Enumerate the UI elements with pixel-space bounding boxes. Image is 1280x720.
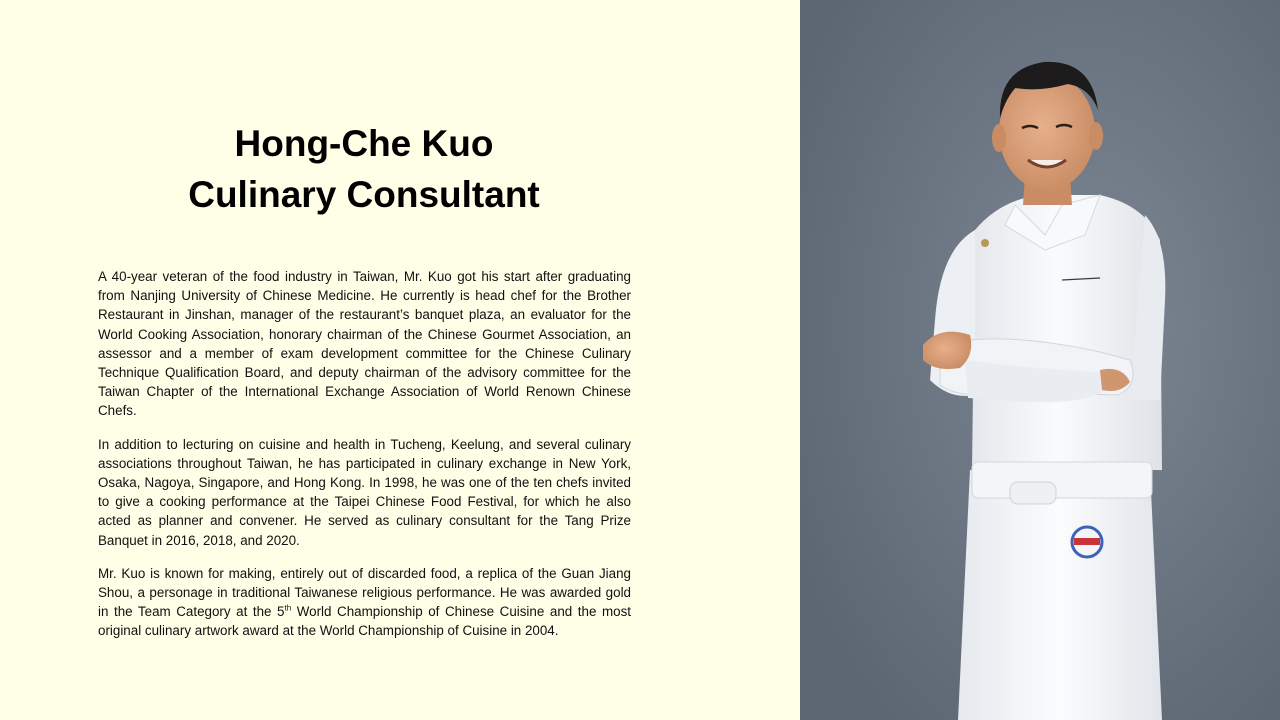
bio-paragraph-3-end: World Championship of Chinese Cuisine and the most original culinary artwork award at the World Championship of Cuisine in 2004. bbox=[98, 604, 631, 639]
title-role: Culinary Consultant bbox=[188, 174, 540, 215]
head bbox=[999, 74, 1095, 190]
title-name: Hong-Che Kuo bbox=[234, 123, 494, 164]
chef-photo bbox=[800, 0, 1280, 720]
biography bbox=[98, 267, 631, 655]
coat-pin-icon bbox=[981, 239, 989, 247]
bio-paragraph-1: A 40-year veteran of the food industry in Taiwan, Mr. Kuo got his start after graduating from Nanjing University of Chinese Medicine. He currently is head chef for the Brother Restaurant in Jinshan, manager of the restaurant’s banquet plaza, an evaluator for the World Cooking Association, honorary chairman of the Chinese Gourmet Association, an assessor and a member of exam development committee for the Chinese Culinary Technique Qualification Board, and deputy chairman of the advisory committee for the Taiwan Chapter of the International Exchange Association of World Renown Chinese Chefs. bbox=[98, 269, 631, 419]
chef-portrait-illustration bbox=[800, 0, 1280, 720]
apron-waistband bbox=[972, 462, 1152, 498]
apron-knot bbox=[1010, 482, 1056, 504]
right-ear bbox=[1089, 122, 1103, 150]
slide-title bbox=[164, 118, 564, 220]
bio-paragraph-3 bbox=[98, 564, 631, 641]
ordinal-superscript: th bbox=[284, 603, 292, 613]
emblem-band bbox=[1074, 538, 1100, 545]
bio-paragraph-3-start: Mr. Kuo is known for making, entirely out of discarded food, a replica of the Guan Jiang Shou, a personage in traditional Taiwanese religious performance. He was awarded gold in the Team Category at the 5 bbox=[98, 565, 631, 620]
left-ear bbox=[992, 124, 1006, 152]
bio-paragraph-2: In addition to lecturing on cuisine and health in Tucheng, Keelung, and several culinary associations throughout Taiwan, he has participated in culinary exchange in New York, Osaka, Nagoya, Singapore, and Hong Kong. In 1998, he was one of the ten chefs invited to give a cooking performance at the Taipei Chinese Food Festival, for which he also acted as planner and convener. He served as culinary consultant for the Tang Prize Banquet in 2016, 2018, and 2020. bbox=[98, 436, 631, 548]
apron bbox=[958, 470, 1162, 720]
